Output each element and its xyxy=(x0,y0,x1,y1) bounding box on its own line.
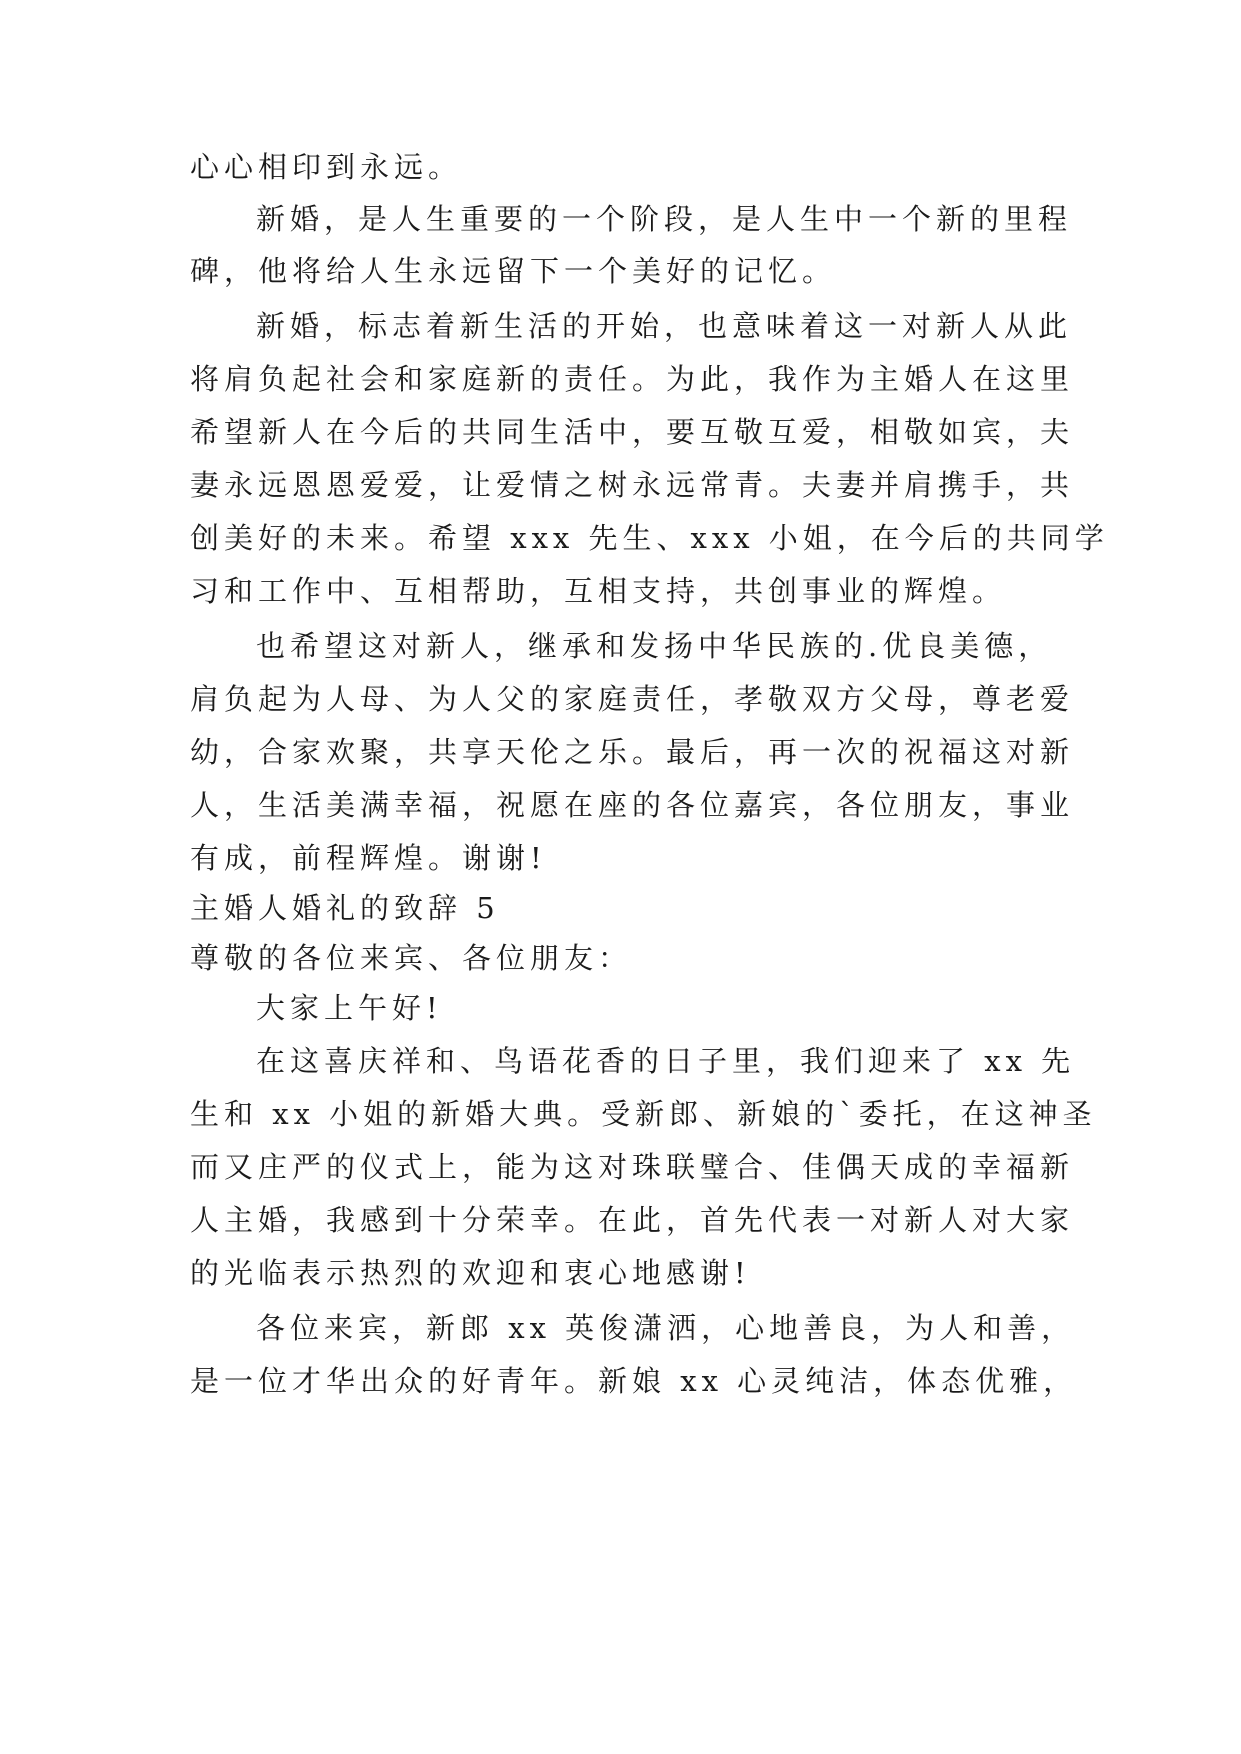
paragraph-first-line: 新婚，是人生重要的一个阶段，是人生中一个新的里程 xyxy=(256,202,1073,236)
paragraph-first-line: 各位来宾，新郎 xx 英俊潇洒，心地善良，为人和善， xyxy=(256,1311,1076,1345)
text-line: 习和工作中、互相帮助，互相支持，共创事业的辉煌。 xyxy=(190,574,1007,608)
paragraph-first-line: 也希望这对新人，继承和发扬中华民族的.优良美德， xyxy=(256,629,1053,663)
paragraph-first-line: 新婚，标志着新生活的开始，也意味着这一对新人从此 xyxy=(256,309,1073,343)
paragraph-first-line: 在这喜庆祥和、鸟语花香的日子里，我们迎来了 xx 先 xyxy=(256,1044,1076,1078)
text-line: 人主婚，我感到十分荣幸。在此，首先代表一对新人对大家 xyxy=(190,1203,1075,1237)
text-line: 人，生活美满幸福，祝愿在座的各位嘉宾，各位朋友，事业 xyxy=(190,788,1075,822)
text-line: 妻永远恩恩爱爱，让爱情之树永远常青。夫妻并肩携手，共 xyxy=(190,468,1075,502)
text-line: 将肩负起社会和家庭新的责任。为此，我作为主婚人在这里 xyxy=(190,362,1075,396)
text-line: 是一位才华出众的好青年。新娘 xx 心灵纯洁，体态优雅， xyxy=(190,1364,1078,1398)
text-line: 幼，合家欢聚，共享天伦之乐。最后，再一次的祝福这对新 xyxy=(190,735,1075,769)
text-line: 心心相印到永远。 xyxy=(190,150,463,184)
section-heading: 主婚人婚礼的致辞 5 xyxy=(190,891,500,925)
greeting: 大家上午好! xyxy=(256,991,443,1025)
text-line: 肩负起为人母、为人父的家庭责任，孝敬双方父母，尊老爱 xyxy=(190,682,1075,716)
text-line: 而又庄严的仪式上，能为这对珠联璧合、佳偶天成的幸福新 xyxy=(190,1150,1075,1184)
text-line: 希望新人在今后的共同生活中，要互敬互爱，相敬如宾，夫 xyxy=(190,415,1075,449)
text-line: 碑，他将给人生永远留下一个美好的记忆。 xyxy=(190,254,837,288)
text-line: 生和 xx 小姐的新婚大典。受新郎、新娘的`委托，在这神圣 xyxy=(190,1097,1097,1131)
text-line: 创美好的未来。希望 xxx 先生、xxx 小姐，在今后的共同学 xyxy=(190,521,1109,555)
text-line: 有成，前程辉煌。谢谢! xyxy=(190,841,547,875)
salutation: 尊敬的各位来宾、各位朋友： xyxy=(190,941,633,975)
text-line: 的光临表示热烈的欢迎和衷心地感谢! xyxy=(190,1256,751,1290)
